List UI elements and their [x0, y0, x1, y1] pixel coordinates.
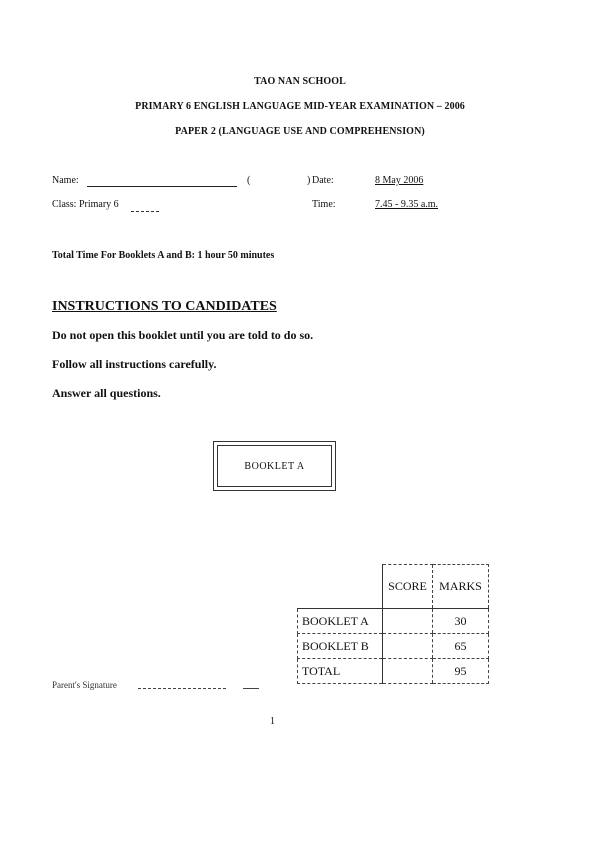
row-label: BOOKLET B [298, 634, 383, 659]
row-label: TOTAL [298, 659, 383, 684]
school-name: TAO NAN SCHOOL [254, 76, 346, 87]
marks-cell: 95 [433, 659, 489, 684]
paper-title: PAPER 2 (LANGUAGE USE AND COMPREHENSION) [175, 126, 425, 137]
booklet-label: BOOKLET A [217, 445, 332, 487]
instruction-item: Do not open this booklet until you are told to do so. [52, 328, 314, 342]
time-label: Time: [312, 199, 336, 210]
marks-cell: 65 [433, 634, 489, 659]
table-corner [298, 565, 383, 609]
name-field[interactable] [87, 174, 237, 187]
parent-signature-field[interactable] [138, 678, 226, 689]
parent-signature-label: Parent's Signature [52, 680, 117, 690]
row-label: BOOKLET A [298, 609, 383, 634]
instruction-item: Follow all instructions carefully. [52, 357, 217, 371]
name-label: Name: [52, 175, 79, 186]
score-cell[interactable] [383, 659, 433, 684]
signature-dash [243, 678, 259, 689]
exam-title: PRIMARY 6 ENGLISH LANGUAGE MID-YEAR EXAMINATION – 2006 [135, 101, 465, 112]
score-cell[interactable] [383, 609, 433, 634]
time-value: 7.45 - 9.35 a.m. [375, 199, 439, 210]
class-field[interactable] [131, 199, 159, 212]
page-number: 1 [270, 716, 275, 727]
instruction-item: Answer all questions. [52, 386, 161, 400]
index-open: ( [247, 175, 251, 186]
marks-cell: 30 [433, 609, 489, 634]
index-close: ) [307, 175, 311, 186]
instructions-title: INSTRUCTIONS TO CANDIDATES [52, 299, 277, 314]
class-label: Class: Primary 6 [52, 199, 119, 210]
date-value: 8 May 2006 [375, 175, 424, 186]
total-time: Total Time For Booklets A and B: 1 hour 50 minutes [52, 250, 275, 261]
booklet-box [213, 441, 336, 491]
date-label: Date: [312, 175, 334, 186]
marks-table [297, 564, 489, 684]
marks-header: MARKS [433, 565, 489, 609]
score-header: SCORE [383, 565, 433, 609]
score-cell[interactable] [383, 634, 433, 659]
